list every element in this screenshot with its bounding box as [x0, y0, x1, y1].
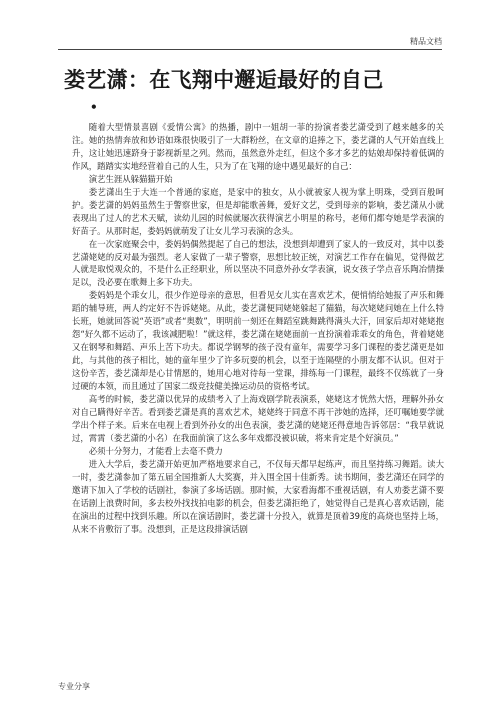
paragraph: 随着大型情景喜剧《爱情公寓》的热播，剧中一姐胡一菲的扮演者娄艺潇受到了越来越多的关注。她的热情奔放和妙语如珠很快吸引了一大群粉丝，在文章的追捧之下，娄艺潇的人气开始直线上升，这让她迅速跻身于影视新星之列。然而，虽然意外走红，但这个多才多艺的姑娘却保持着低调的作风，踏踏实实地经营着自己的人生，只为了在飞翔的途中遇见最好的自己： [72, 122, 444, 171]
paragraph: 高考的时候，娄艺潇以优异的成绩考入了上海戏剧学院表演系，姥姥这才恍然大悟，理解外孙女对自己瞒得好辛苦。看到娄艺潇是真的喜欢艺术，姥姥终于同意不再干涉她的选择，还叮嘱她要学就学出个样子来。后来在电视上看到外孙女的出色表演，娄艺潇的姥姥还得意地告诉邻居：“我早就说过，霄霄（娄艺潇的小名）在我面前演了这么多年戏都没被识破，将来肯定是个好演员。” [72, 394, 444, 443]
page-title: 娄艺潇：在飞翔中邂逅最好的自己 [64, 67, 384, 92]
bullet-marker: • [90, 100, 98, 114]
paragraph: 娄艺潇出生于大连一个普通的家庭，是家中的独女，从小就被家人视为掌上明珠，受到百般呵护。娄艺潇的妈妈虽然生于警察世家，但是却能歌善舞，爱好文艺，受到母亲的影响，娄艺潇从小就表现出了过人的艺术天赋，读幼儿园的时候就屡次获得演艺小明星的称号，老师们都夸她是学表演的好苗子。从那时起，娄妈妈就萌发了让女儿学习表演的念头。 [72, 186, 444, 236]
footer-label: 专业分享 [58, 682, 90, 691]
section-heading: 演艺生涯从躲猫猫开始 [88, 173, 173, 184]
header-label: 精品文档 [410, 37, 442, 46]
article-body [72, 121, 444, 676]
paragraph: 在一次家庭聚会中，娄妈妈偶然提起了自己的想法，没想到却遭到了家人的一致反对，其中以娄艺潇姥姥的反对最为强烈。老人家做了一辈子警察，思想比较正统，对演艺工作存在偏见，觉得做艺人就是取悦观众的，不是什么正经职业，所以坚决不同意外孙女学表演，说女孩子学点音乐陶冶情操足以，没必要在歌舞上多下功夫。 [72, 238, 444, 288]
section-heading: 必须十分努力，才能看上去毫不费力 [88, 445, 223, 456]
paragraph: 娄妈妈是个乖女儿，很少作逆母亲的意思，但看见女儿实在喜欢艺术，便悄悄给她报了声乐和舞蹈的辅导班，两人约定好不告诉姥姥。从此，娄艺潇便同姥姥躲起了猫猫，每次姥姥问她在上什么特长班，她就回答说“英语”或者“奥数”，明明前一刻还在舞蹈室跳舞跳得满头大汗，回家后却对姥姥抱怨“好久都不运动了，我该减肥啦！”就这样，娄艺潇在姥姥面前一直扮演着乖乖女的角色，背着姥姥又在钢琴和舞蹈、声乐上苦下功夫。都说学钢琴的孩子没有童年，需要学习多门课程的娄艺潇更是如此，与其他的孩子相比，她的童年里少了许多玩耍的机会，以至于连隔壁的小朋友都不认识。但对于这份辛苦，娄艺潇却是心甘情愿的，她用心地对待每一堂课，排练每一门课程，最终不仅练就了一身过硬的本领，而且通过了国家二级竞技健美操运动员的资格考试。 [72, 290, 444, 392]
header-divider [58, 49, 442, 50]
paragraph: 进入大学后，娄艺潇开始更加严格地要求自己，不仅每天都早起练声，而且坚持练习舞蹈。读大一时，娄艺潇参加了第五届全国推新人大奖赛，并入围全国十佳新秀。读书期间，娄艺潇还在同学的邀请下加入了学校的话剧社，参演了多场话剧。那时候，大家看海都不重视话剧，有人劝娄艺潇不要在话剧上浪费时间，多去校外找找拍电影的机会，但娄艺潇拒绝了，她觉得自己是真心喜欢话剧，能在演出的过程中找到乐趣。所以在演话剧时，娄艺潇十分投入，就算是顶着39度的高烧也坚持上场，从来不肯敷衍了事。没想到，正是这段排演话剧 [72, 458, 444, 534]
